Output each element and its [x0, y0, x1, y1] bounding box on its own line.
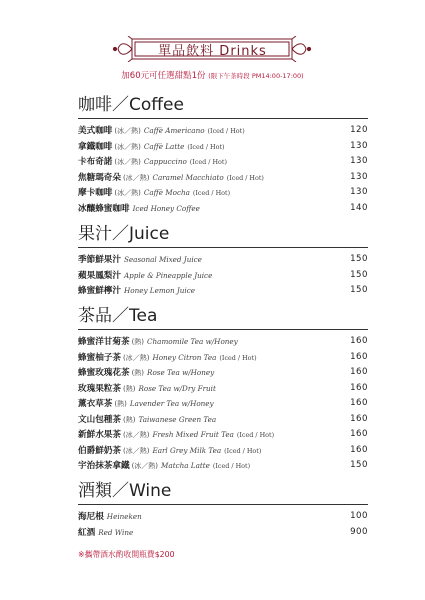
- menu-item-row: [78, 283, 368, 299]
- item-name-en: Red Wine: [98, 527, 134, 537]
- item-price: 120: [350, 125, 368, 135]
- item-list: [78, 252, 368, 299]
- item-temp-tag-zh: (熱): [114, 400, 127, 408]
- item-temp-tag-zh: (冰／熱): [114, 142, 141, 151]
- item-temp-en: (Iced / Hot): [192, 189, 231, 197]
- item-name-zh: 蜂蜜柚子茶: [78, 352, 121, 363]
- item-temp-en: (Iced / Hot): [236, 431, 275, 439]
- item-temp-tag-zh: (熱): [131, 369, 145, 377]
- section-divider: [78, 247, 368, 248]
- dessert-promo-note: (限下午茶時段 PM14:00-17:00): [208, 72, 304, 80]
- item-name-zh: 紅酒: [78, 527, 96, 538]
- menu-item-row: [78, 252, 368, 268]
- section-wine: [78, 479, 368, 540]
- item-temp-tag-zh: (熱): [122, 415, 136, 424]
- menu-item-row: [78, 396, 368, 412]
- item-name-en: Seasonal Mixed Juice: [123, 255, 202, 264]
- menu-item-row: [78, 201, 368, 217]
- item-temp-tag-zh: (冰／熱): [122, 431, 150, 439]
- item-price: 150: [350, 269, 368, 280]
- item-price: 140: [350, 202, 368, 213]
- section-heading: 果汁／Juice: [78, 224, 170, 244]
- item-name-en: Earl Grey Milk Tea: [152, 445, 222, 455]
- menu-item-row: [78, 412, 368, 428]
- menu-item-row: [78, 350, 368, 366]
- section-heading: 酒類／Wine: [78, 481, 172, 501]
- section-divider: [78, 329, 368, 330]
- item-name-zh: 美式咖啡: [78, 126, 113, 136]
- item-price: 160: [350, 382, 368, 393]
- menu-item-row: [78, 268, 368, 284]
- item-name-zh: 拿鐵咖啡: [78, 141, 113, 152]
- item-price: 150: [350, 285, 368, 295]
- menu-item-row: [78, 154, 368, 170]
- item-name-zh: 蜂蜜鮮檸汁: [78, 286, 121, 296]
- item-name-en: Chamomile Tea w/Honey: [147, 337, 238, 346]
- item-name-en: Caramel Macchiato: [152, 172, 224, 182]
- item-list: [78, 334, 368, 474]
- item-name-en: Honey Lemon Juice: [123, 286, 195, 295]
- item-name-en: Fresh Mixed Fruit Tea: [152, 430, 234, 439]
- item-price: 150: [350, 460, 368, 470]
- item-temp-en: (Iced / Hot): [224, 446, 262, 455]
- item-name-zh: 蜂蜜洋甘菊茶: [78, 337, 130, 347]
- item-name-zh: 季節鮮果汁: [78, 255, 121, 265]
- item-name-en: Rose Tea w/Dry Fruit: [138, 383, 216, 393]
- item-name-zh: 卡布奇諾: [78, 157, 113, 167]
- menu-item-row: [78, 381, 368, 397]
- item-price: 130: [350, 156, 368, 166]
- item-price: 160: [350, 413, 368, 424]
- item-price: 150: [350, 254, 368, 264]
- item-name-zh: 焦糖瑪奇朵: [78, 172, 121, 183]
- item-name-en: Caffè Mocha: [143, 188, 190, 197]
- menu-item-row: [78, 525, 368, 541]
- item-temp-tag-zh: (冰／熱): [114, 158, 141, 166]
- item-name-en: Rose Tea w/Honey: [147, 368, 215, 377]
- item-temp-tag-zh: (冰／熱): [131, 462, 159, 470]
- item-name-en: Cappuccino: [143, 157, 187, 166]
- item-temp-en: (Iced / Hot): [219, 353, 257, 362]
- section-divider: [78, 118, 368, 119]
- item-price: 160: [350, 444, 368, 455]
- section-heading: 茶品／Tea: [78, 306, 158, 326]
- item-price: 160: [350, 367, 368, 377]
- item-name-zh: 薰衣草茶: [78, 399, 113, 409]
- dessert-promo-text: 加60元可任選甜點1份: [121, 71, 206, 81]
- item-price: 160: [350, 351, 368, 362]
- menu-item-row: [78, 123, 368, 139]
- menu-item-row: [78, 509, 368, 525]
- item-temp-en: (Iced / Hot): [212, 462, 251, 470]
- item-name-zh: 文山包種茶: [78, 414, 121, 425]
- item-temp-en: (Iced / Hot): [189, 158, 227, 166]
- item-name-zh: 海尼根: [78, 512, 104, 522]
- item-name-en: Lavender Tea w/Honey: [129, 399, 214, 408]
- item-temp-tag-zh: (冰／熱): [122, 173, 150, 182]
- item-temp-en: (Iced / Hot): [187, 142, 225, 151]
- section-tea: [78, 304, 368, 474]
- item-name-zh: 蘋果鳳梨汁: [78, 270, 121, 281]
- item-name-en: Caffè Americano: [143, 126, 205, 135]
- menu-item-row: [78, 443, 368, 459]
- item-price: 160: [350, 336, 368, 346]
- item-temp-tag-zh: (熱): [122, 384, 136, 393]
- section-divider: [78, 504, 368, 505]
- item-name-zh: 宇治抹茶拿鐵: [78, 461, 130, 471]
- menu-item-row: [78, 334, 368, 350]
- item-price: 130: [350, 171, 368, 182]
- item-name-en: Caffè Latte: [143, 141, 185, 151]
- item-temp-tag-zh: (冰／熱): [114, 189, 141, 197]
- item-name-zh: 新鮮水果茶: [78, 430, 121, 440]
- menu-item-row: [78, 458, 368, 474]
- item-temp-en: (Iced / Hot): [226, 173, 264, 182]
- item-price: 160: [350, 429, 368, 439]
- item-name-en: Matcha Latte: [161, 461, 210, 470]
- corkage-footnote: ※攜帶酒水酌收開瓶費$200: [78, 550, 175, 559]
- item-name-en: Taiwanese Green Tea: [138, 414, 217, 424]
- item-list: [78, 509, 368, 540]
- item-name-en: Iced Honey Coffee: [132, 203, 200, 213]
- item-price: 900: [350, 526, 368, 537]
- item-name-en: Heineken: [106, 512, 142, 521]
- section-coffee: [78, 93, 368, 216]
- section-juice: [78, 222, 368, 299]
- section-heading: 咖啡／Coffee: [78, 95, 184, 115]
- item-price: 100: [350, 511, 368, 521]
- item-temp-tag-zh: (冰／熱): [122, 353, 150, 362]
- item-temp-tag-zh: (熱): [131, 338, 145, 346]
- item-name-zh: 摩卡咖啡: [78, 188, 113, 198]
- item-price: 130: [350, 140, 368, 151]
- item-temp-en: (Iced / Hot): [207, 127, 245, 135]
- menu-item-row: [78, 365, 368, 381]
- item-name-zh: 伯爵鮮奶茶: [78, 445, 121, 456]
- item-temp-tag-zh: (冰／熱): [114, 127, 141, 135]
- item-price: 130: [350, 187, 368, 197]
- item-name-en: Honey Citron Tea: [152, 352, 217, 362]
- menu-item-row: [78, 170, 368, 186]
- item-price: 160: [350, 398, 368, 408]
- item-name-en: Apple & Pineapple Juice: [123, 270, 213, 280]
- menu-item-row: [78, 185, 368, 201]
- menu-item-row: [78, 427, 368, 443]
- menu-title: 單品飲料 Drinks: [158, 44, 267, 59]
- dessert-promo: [0, 69, 425, 81]
- item-temp-tag-zh: (冰／熱): [122, 446, 150, 455]
- menu-item-row: [78, 139, 368, 155]
- item-name-zh: 玫瑰果粒茶: [78, 383, 121, 394]
- item-name-zh: 冰釀蜂蜜咖啡: [78, 203, 130, 214]
- item-list: [78, 123, 368, 216]
- item-name-zh: 蜂蜜玫瑰花茶: [78, 368, 130, 378]
